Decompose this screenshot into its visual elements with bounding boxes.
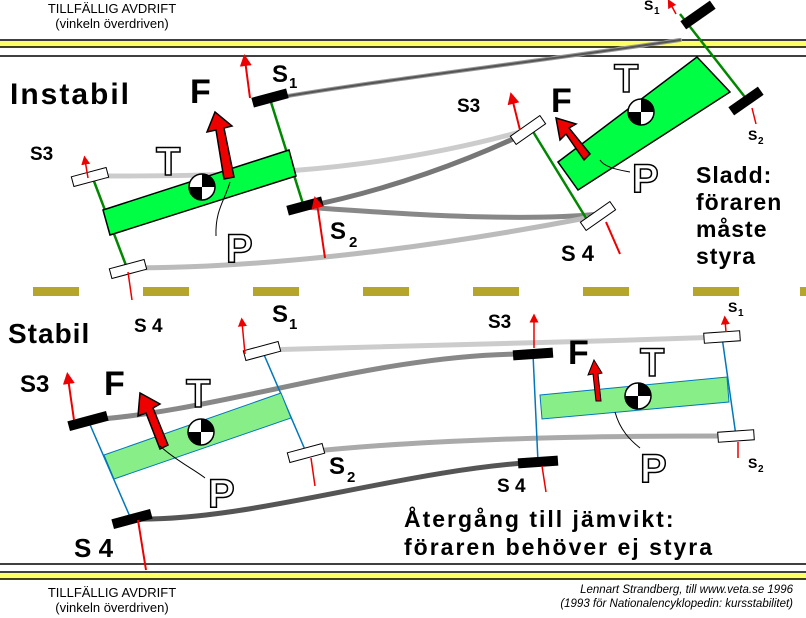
svg-text:Återgång till jämvikt:: Återgång till jämvikt:	[404, 506, 676, 532]
note-stable	[404, 505, 714, 560]
svg-text:P: P	[640, 447, 667, 491]
footer-subtitle: (vinkeln överdriven)	[55, 600, 169, 615]
svg-text:F: F	[551, 82, 572, 120]
svg-text:styra: styra	[696, 243, 756, 269]
svg-text:S3: S3	[20, 371, 50, 398]
svg-text:S3: S3	[30, 144, 54, 165]
wheel-s2	[718, 430, 755, 442]
svg-text:S 4: S 4	[134, 316, 163, 337]
wheel-s4	[518, 456, 559, 469]
svg-text:S: S	[748, 127, 758, 143]
svg-text:2: 2	[347, 469, 356, 486]
stable-car-2	[488, 299, 764, 497]
svg-text:T: T	[186, 372, 211, 416]
svg-text:föraren: föraren	[696, 189, 783, 215]
wheel-s3	[71, 168, 108, 187]
svg-text:T: T	[614, 57, 639, 101]
center-lane-dashes	[33, 287, 806, 296]
svg-text:S 4: S 4	[74, 533, 114, 563]
wheel-s2	[287, 444, 324, 463]
wheel-s4	[111, 509, 152, 529]
svg-text:T: T	[156, 140, 181, 184]
svg-text:T: T	[640, 341, 665, 385]
wheel-s1	[680, 1, 715, 30]
svg-text:S3: S3	[488, 312, 512, 333]
svg-text:S: S	[272, 301, 289, 328]
svg-text:S: S	[748, 455, 758, 471]
heading-stable: Stabil	[8, 318, 91, 349]
heading-unstable: Instabil	[10, 78, 132, 111]
credit-line-2: (1993 för Nationalencyklopedin: kursstabilitet)	[560, 598, 793, 610]
footer-title: TILLFÄLLIG AVDRIFT	[47, 585, 177, 600]
road-edge-bottom	[0, 564, 806, 579]
header-subtitle: (vinkeln överdriven)	[55, 16, 169, 31]
svg-text:S: S	[329, 453, 346, 480]
wheel-s3	[513, 348, 554, 361]
wheel-s1	[243, 342, 280, 361]
note-unstable	[696, 162, 782, 269]
svg-text:måste: måste	[696, 216, 768, 242]
svg-text:S3: S3	[457, 96, 481, 117]
svg-text:P: P	[226, 227, 253, 271]
svg-text:1: 1	[289, 316, 298, 333]
svg-text:2: 2	[758, 464, 764, 475]
svg-text:föraren behöver ej styra: föraren behöver ej styra	[404, 534, 715, 560]
svg-text:1: 1	[738, 308, 744, 319]
svg-text:2: 2	[758, 136, 764, 147]
svg-text:S 4: S 4	[561, 241, 595, 266]
wheel-s1	[704, 331, 741, 343]
svg-text:P: P	[632, 157, 659, 201]
svg-text:S: S	[272, 61, 289, 88]
svg-text:F: F	[568, 334, 589, 372]
road-edge-top	[0, 40, 806, 56]
svg-text:1: 1	[289, 75, 298, 92]
svg-text:Sladd:: Sladd:	[696, 162, 773, 188]
svg-text:S: S	[728, 299, 738, 315]
svg-text:F: F	[190, 73, 211, 111]
svg-text:S: S	[644, 0, 654, 13]
header-title: TILLFÄLLIG AVDRIFT	[47, 1, 177, 16]
wheel-s1	[251, 89, 288, 108]
force-arrow	[207, 112, 234, 179]
svg-text:F: F	[104, 365, 125, 403]
wheel-s3	[510, 116, 545, 145]
svg-text:2: 2	[349, 234, 358, 251]
svg-text:S: S	[330, 218, 347, 245]
wheel-s2	[728, 87, 763, 116]
svg-text:S 4: S 4	[497, 476, 526, 497]
credit-line-1: Lennart Strandberg, till www.veta.se 1996	[580, 584, 793, 596]
svg-text:1: 1	[654, 6, 660, 17]
svg-text:P: P	[208, 472, 235, 516]
